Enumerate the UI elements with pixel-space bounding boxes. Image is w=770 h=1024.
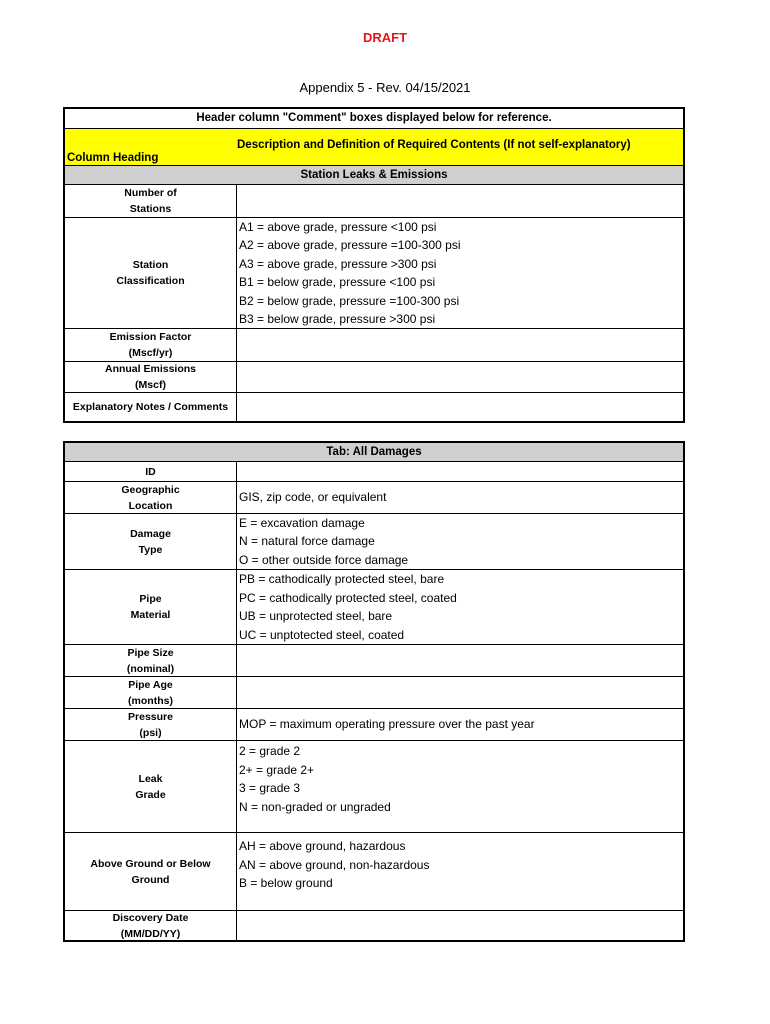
- row-label: Pipe Material: [65, 570, 237, 644]
- table-row: [65, 570, 683, 645]
- row-label: Station Classification: [65, 218, 237, 328]
- row-label: Above Ground or Below Ground: [65, 833, 237, 910]
- row-description: [237, 462, 683, 481]
- row-label: Annual Emissions (Mscf): [65, 362, 237, 392]
- row-label: Discovery Date (MM/DD/YY): [65, 911, 237, 940]
- row-description: [237, 911, 683, 940]
- station-section-title: Station Leaks & Emissions: [65, 165, 683, 185]
- table-row: [65, 911, 683, 940]
- row-label: Number of Stations: [65, 185, 237, 217]
- header-reference: Header column "Comment" boxes displayed below for reference.: [65, 109, 683, 129]
- row-description: [237, 362, 683, 392]
- row-description: 2 = grade 2 2+ = grade 2+ 3 = grade 3 N = non-graded or ungraded: [239, 744, 391, 814]
- table-row: [65, 185, 683, 218]
- table-row: [65, 645, 683, 677]
- row-label: Pipe Size (nominal): [65, 645, 237, 676]
- row-description: E = excavation damage N = natural force damage O = other outside force damage: [239, 515, 409, 567]
- column-heading: Column Heading: [67, 152, 159, 164]
- damages-table: [63, 441, 685, 942]
- row-description: [237, 645, 683, 676]
- row-description: AH = above ground, hazardous AN = above ground, non-hazardous B = below ground: [239, 839, 430, 890]
- table-row: [65, 677, 683, 709]
- row-label: ID: [65, 462, 237, 481]
- row-description: [237, 393, 683, 421]
- station-table: [63, 107, 685, 423]
- table-row: [65, 362, 683, 393]
- table-row: [65, 393, 683, 421]
- row-label: Pressure (psi): [65, 709, 237, 740]
- row-label: Damage Type: [65, 514, 237, 569]
- row-label: Geographic Location: [65, 482, 237, 513]
- row-label: Emission Factor (Mscf/yr): [65, 329, 237, 361]
- draft-label: DRAFT: [362, 30, 408, 45]
- row-description: MOP = maximum operating pressure over the past year: [239, 717, 535, 732]
- row-description: A1 = above grade, pressure <100 psi A2 = above grade, pressure =100-300 psi A3 = above grade, pressure >300 psi B1 = below grade, pressure <100 psi B2 = below grade, pressure =100-300 psi B3 = below grade, pressure >300 psi: [239, 219, 461, 326]
- table-row: [65, 462, 683, 482]
- row-description: [237, 185, 683, 217]
- table-row: [65, 741, 683, 833]
- row-label: Leak Grade: [65, 741, 237, 832]
- appendix-title: Appendix 5 - Rev. 04/15/2021: [299, 80, 471, 95]
- row-description: GIS, zip code, or equivalent: [239, 490, 387, 505]
- description-heading: Description and Definition of Required Contents (If not self-explanatory): [237, 139, 631, 151]
- row-label: Pipe Age (months): [65, 677, 237, 708]
- row-description: [237, 329, 683, 361]
- row-label: Explanatory Notes / Comments: [65, 393, 237, 421]
- column-heading-row: [65, 129, 683, 165]
- table-row: [65, 329, 683, 362]
- table-row: [65, 218, 683, 329]
- table-row: [65, 709, 683, 741]
- table-row: [65, 514, 683, 570]
- row-description: [237, 677, 683, 708]
- damages-section-title: Tab: All Damages: [65, 443, 683, 462]
- row-description: PB = cathodically protected steel, bare PC = cathodically protected steel, coated UB = unprotected steel, bare UC = unptotected steel, coated: [239, 572, 457, 642]
- table-row: [65, 482, 683, 514]
- table-row: [65, 833, 683, 911]
